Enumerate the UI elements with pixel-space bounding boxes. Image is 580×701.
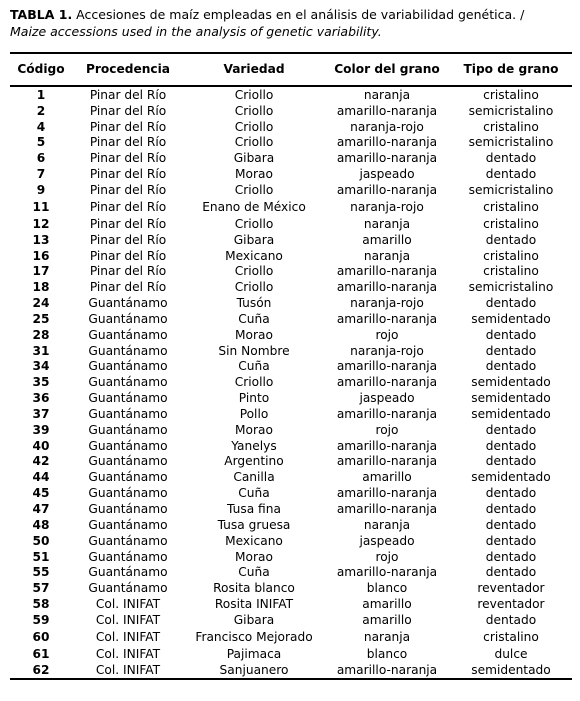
cell-procedencia: Guantánamo xyxy=(88,486,168,501)
cell-procedencia: Guantánamo xyxy=(88,454,168,469)
cell-procedencia: Guantánamo xyxy=(88,422,168,437)
cell-color-grano: amarillo xyxy=(362,612,412,627)
cell-tipo-grano: semidentado xyxy=(471,375,551,390)
table-row xyxy=(10,564,572,580)
table-row xyxy=(10,232,572,248)
cell-tipo-grano: semicristalino xyxy=(468,182,554,197)
table-row xyxy=(10,135,572,151)
cell-color-grano: amarillo-naranja xyxy=(336,264,438,279)
cell-color-grano: naranja xyxy=(363,87,411,102)
cell-procedencia: Pinar del Río xyxy=(89,103,167,118)
table-row xyxy=(10,359,572,375)
table-row xyxy=(10,216,572,232)
cell-variedad: Cuña xyxy=(238,565,270,580)
cell-color-grano: amarillo-naranja xyxy=(336,151,438,166)
cell-variedad: Criollo xyxy=(234,375,274,390)
table-row xyxy=(10,119,572,135)
cell-tipo-grano: dentado xyxy=(485,533,537,548)
cell-variedad: Tusón xyxy=(236,296,272,311)
cell-procedencia: Guantánamo xyxy=(88,359,168,374)
cell-procedencia: Guantánamo xyxy=(88,549,168,564)
cell-codigo: 61 xyxy=(32,646,50,661)
cell-color-grano: naranja xyxy=(363,248,411,263)
cell-tipo-grano: cristalino xyxy=(483,87,539,102)
cell-tipo-grano: cristalino xyxy=(483,199,539,214)
cell-variedad: Argentino xyxy=(224,454,284,469)
cell-tipo-grano: dentado xyxy=(485,167,537,182)
table-row xyxy=(10,311,572,327)
table-row xyxy=(10,406,572,422)
table-body xyxy=(10,86,572,679)
cell-variedad: Francisco Mejorado xyxy=(195,629,313,644)
cell-codigo: 36 xyxy=(32,391,50,406)
caption-text-es: Accesiones de maíz empleadas en el análisis de variabilidad genética. / xyxy=(72,7,525,22)
cell-tipo-grano: dentado xyxy=(485,327,537,342)
cell-procedencia: Col. INIFAT xyxy=(95,612,161,627)
table-row xyxy=(10,390,572,406)
cell-procedencia: Pinar del Río xyxy=(89,182,167,197)
cell-tipo-grano: dentado xyxy=(485,502,537,517)
cell-codigo: 17 xyxy=(32,264,50,279)
cell-tipo-grano: dentado xyxy=(485,517,537,532)
cell-procedencia: Guantánamo xyxy=(88,438,168,453)
cell-tipo-grano: semicristalino xyxy=(468,135,554,150)
cell-variedad: Canilla xyxy=(233,470,275,485)
cell-codigo: 24 xyxy=(32,296,50,311)
table-row xyxy=(10,86,572,103)
cell-codigo: 57 xyxy=(32,581,50,596)
table-row xyxy=(10,279,572,295)
cell-color-grano: amarillo-naranja xyxy=(336,565,438,580)
cell-codigo: 1 xyxy=(36,87,46,102)
table-row xyxy=(10,580,572,596)
table-row xyxy=(10,198,572,216)
cell-codigo: 37 xyxy=(32,406,50,421)
cell-variedad: Gibara xyxy=(233,151,275,166)
cell-codigo: 4 xyxy=(36,119,46,134)
header-tipo-grano: Tipo de grano xyxy=(463,62,559,76)
cell-tipo-grano: dentado xyxy=(485,454,537,469)
cell-codigo: 60 xyxy=(32,629,50,644)
cell-procedencia: Pinar del Río xyxy=(89,264,167,279)
cell-procedencia: Guantánamo xyxy=(88,327,168,342)
caption-text-en: Maize accessions used in the analysis of genetic variability. xyxy=(10,24,382,39)
cell-color-grano: jaspeado xyxy=(359,167,415,182)
cell-tipo-grano: dentado xyxy=(485,422,537,437)
cell-codigo: 2 xyxy=(36,103,46,118)
cell-codigo: 12 xyxy=(32,216,50,231)
table-row xyxy=(10,422,572,438)
cell-color-grano: amarillo-naranja xyxy=(336,135,438,150)
cell-variedad: Criollo xyxy=(234,135,274,150)
cell-codigo: 25 xyxy=(32,311,50,326)
cell-tipo-grano: dulce xyxy=(494,646,528,661)
cell-color-grano: amarillo-naranja xyxy=(336,280,438,295)
cell-variedad: Sanjuanero xyxy=(219,662,289,677)
cell-variedad: Rosita INIFAT xyxy=(214,597,294,612)
cell-procedencia: Col. INIFAT xyxy=(95,646,161,661)
cell-tipo-grano: dentado xyxy=(485,343,537,358)
cell-codigo: 62 xyxy=(32,662,50,677)
table-row xyxy=(10,549,572,565)
cell-color-grano: rojo xyxy=(375,549,399,564)
cell-codigo: 9 xyxy=(36,182,46,197)
cell-procedencia: Pinar del Río xyxy=(89,280,167,295)
cell-variedad: Cuña xyxy=(238,359,270,374)
cell-codigo: 18 xyxy=(32,280,50,295)
cell-color-grano: blanco xyxy=(366,646,408,661)
table-header-row xyxy=(10,53,572,86)
cell-color-grano: amarillo-naranja xyxy=(336,311,438,326)
cell-procedencia: Col. INIFAT xyxy=(95,662,161,677)
cell-tipo-grano: semidentado xyxy=(471,470,551,485)
cell-codigo: 55 xyxy=(32,565,50,580)
cell-color-grano: amarillo-naranja xyxy=(336,662,438,677)
table-row xyxy=(10,248,572,264)
cell-variedad: Pinto xyxy=(238,391,270,406)
cell-variedad: Pajimaca xyxy=(226,646,282,661)
table-row xyxy=(10,327,572,343)
cell-tipo-grano: semidentado xyxy=(471,662,551,677)
table-row xyxy=(10,646,572,662)
table-row xyxy=(10,628,572,646)
cell-codigo: 50 xyxy=(32,533,50,548)
cell-tipo-grano: dentado xyxy=(485,438,537,453)
cell-procedencia: Guantánamo xyxy=(88,311,168,326)
cell-procedencia: Guantánamo xyxy=(88,375,168,390)
cell-color-grano: naranja-rojo xyxy=(350,199,424,214)
cell-procedencia: Pinar del Río xyxy=(89,135,167,150)
cell-procedencia: Guantánamo xyxy=(88,517,168,532)
cell-procedencia: Pinar del Río xyxy=(89,87,167,102)
cell-procedencia: Guantánamo xyxy=(88,470,168,485)
cell-variedad: Enano de México xyxy=(202,199,306,214)
table-caption xyxy=(10,6,572,40)
table-row xyxy=(10,150,572,166)
table-row xyxy=(10,295,572,311)
cell-color-grano: rojo xyxy=(375,327,399,342)
cell-procedencia: Pinar del Río xyxy=(89,216,167,231)
cell-codigo: 59 xyxy=(32,612,50,627)
cell-color-grano: amarillo xyxy=(362,470,412,485)
cell-color-grano: amarillo-naranja xyxy=(336,406,438,421)
cell-codigo: 31 xyxy=(32,343,50,358)
cell-codigo: 11 xyxy=(32,199,50,214)
cell-procedencia: Col. INIFAT xyxy=(95,597,161,612)
cell-variedad: Tusa gruesa xyxy=(217,517,291,532)
cell-procedencia: Guantánamo xyxy=(88,343,168,358)
cell-color-grano: amarillo-naranja xyxy=(336,359,438,374)
cell-color-grano: amarillo-naranja xyxy=(336,103,438,118)
cell-variedad: Criollo xyxy=(234,216,274,231)
cell-codigo: 42 xyxy=(32,454,50,469)
header-codigo: Código xyxy=(17,62,65,76)
cell-variedad: Criollo xyxy=(234,280,274,295)
cell-color-grano: blanco xyxy=(366,581,408,596)
cell-tipo-grano: dentado xyxy=(485,359,537,374)
cell-tipo-grano: cristalino xyxy=(483,248,539,263)
cell-codigo: 39 xyxy=(32,422,50,437)
table-row xyxy=(10,374,572,390)
cell-variedad: Morao xyxy=(235,167,273,182)
cell-tipo-grano: semidentado xyxy=(471,391,551,406)
cell-procedencia: Guantánamo xyxy=(88,581,168,596)
table-row xyxy=(10,454,572,470)
table-row xyxy=(10,517,572,533)
cell-tipo-grano: dentado xyxy=(485,565,537,580)
cell-procedencia: Pinar del Río xyxy=(89,248,167,263)
cell-codigo: 45 xyxy=(32,486,50,501)
cell-variedad: Criollo xyxy=(234,264,274,279)
cell-color-grano: amarillo-naranja xyxy=(336,438,438,453)
cell-variedad: Gibara xyxy=(233,612,275,627)
cell-tipo-grano: dentado xyxy=(485,612,537,627)
cell-tipo-grano: cristalino xyxy=(483,264,539,279)
table-row xyxy=(10,103,572,119)
cell-variedad: Morao xyxy=(235,327,273,342)
table-row xyxy=(10,343,572,359)
cell-variedad: Cuña xyxy=(238,486,270,501)
cell-tipo-grano: cristalino xyxy=(483,629,539,644)
cell-procedencia: Guantánamo xyxy=(88,565,168,580)
cell-codigo: 48 xyxy=(32,517,50,532)
cell-tipo-grano: semidentado xyxy=(471,406,551,421)
cell-variedad: Tusa fina xyxy=(227,502,281,517)
cell-tipo-grano: reventador xyxy=(477,581,545,596)
cell-variedad: Mexicano xyxy=(225,248,283,263)
cell-tipo-grano: dentado xyxy=(485,486,537,501)
cell-tipo-grano: semicristalino xyxy=(468,103,554,118)
cell-procedencia: Guantánamo xyxy=(88,296,168,311)
cell-color-grano: naranja-rojo xyxy=(350,119,424,134)
cell-variedad: Criollo xyxy=(234,119,274,134)
header-variedad: Variedad xyxy=(223,62,285,76)
cell-color-grano: jaspeado xyxy=(359,533,415,548)
cell-variedad: Morao xyxy=(235,422,273,437)
cell-codigo: 16 xyxy=(32,248,50,263)
table-row xyxy=(10,485,572,501)
cell-color-grano: naranja-rojo xyxy=(350,343,424,358)
header-procedencia: Procedencia xyxy=(85,62,171,76)
cell-variedad: Mexicano xyxy=(225,533,283,548)
cell-procedencia: Pinar del Río xyxy=(89,119,167,134)
table-row xyxy=(10,533,572,549)
cell-color-grano: naranja xyxy=(363,629,411,644)
table-row xyxy=(10,438,572,454)
caption-label: TABLA 1. xyxy=(10,7,73,22)
cell-tipo-grano: dentado xyxy=(485,549,537,564)
cell-procedencia: Guantánamo xyxy=(88,502,168,517)
cell-codigo: 47 xyxy=(32,502,50,517)
cell-variedad: Criollo xyxy=(234,87,274,102)
cell-variedad: Criollo xyxy=(234,182,274,197)
cell-color-grano: naranja xyxy=(363,517,411,532)
cell-codigo: 35 xyxy=(32,375,50,390)
cell-procedencia: Col. INIFAT xyxy=(95,629,161,644)
cell-color-grano: naranja xyxy=(363,216,411,231)
cell-procedencia: Pinar del Río xyxy=(89,232,167,247)
cell-tipo-grano: dentado xyxy=(485,232,537,247)
cell-color-grano: amarillo-naranja xyxy=(336,502,438,517)
cell-procedencia: Pinar del Río xyxy=(89,167,167,182)
cell-color-grano: amarillo-naranja xyxy=(336,486,438,501)
cell-variedad: Criollo xyxy=(234,103,274,118)
table-row xyxy=(10,166,572,182)
table-row xyxy=(10,662,572,679)
table-row xyxy=(10,612,572,628)
cell-procedencia: Guantánamo xyxy=(88,533,168,548)
cell-codigo: 34 xyxy=(32,359,50,374)
cell-tipo-grano: dentado xyxy=(485,151,537,166)
cell-color-grano: amarillo xyxy=(362,597,412,612)
cell-variedad: Rosita blanco xyxy=(213,581,295,596)
cell-codigo: 7 xyxy=(36,167,46,182)
cell-color-grano: naranja-rojo xyxy=(350,296,424,311)
cell-procedencia: Pinar del Río xyxy=(89,199,167,214)
cell-procedencia: Pinar del Río xyxy=(89,151,167,166)
cell-variedad: Sin Nombre xyxy=(218,343,290,358)
cell-color-grano: jaspeado xyxy=(359,391,415,406)
accessions-table xyxy=(10,52,572,680)
table-row xyxy=(10,596,572,612)
table-row xyxy=(10,501,572,517)
cell-procedencia: Guantánamo xyxy=(88,406,168,421)
cell-codigo: 44 xyxy=(32,470,50,485)
cell-variedad: Gibara xyxy=(233,232,275,247)
cell-variedad: Cuña xyxy=(238,311,270,326)
cell-codigo: 13 xyxy=(32,232,50,247)
cell-codigo: 6 xyxy=(36,151,46,166)
cell-color-grano: amarillo-naranja xyxy=(336,454,438,469)
cell-tipo-grano: dentado xyxy=(485,296,537,311)
cell-color-grano: amarillo-naranja xyxy=(336,182,438,197)
cell-variedad: Yanelys xyxy=(231,438,277,453)
table-row xyxy=(10,182,572,198)
cell-codigo: 40 xyxy=(32,438,50,453)
cell-tipo-grano: cristalino xyxy=(483,216,539,231)
cell-codigo: 58 xyxy=(32,597,50,612)
cell-variedad: Pollo xyxy=(239,406,269,421)
cell-variedad: Morao xyxy=(235,549,273,564)
cell-codigo: 51 xyxy=(32,549,50,564)
cell-codigo: 28 xyxy=(32,327,50,342)
cell-color-grano: amarillo-naranja xyxy=(336,375,438,390)
table-row xyxy=(10,263,572,279)
cell-procedencia: Guantánamo xyxy=(88,391,168,406)
cell-codigo: 5 xyxy=(36,135,46,150)
cell-tipo-grano: reventador xyxy=(477,597,545,612)
cell-color-grano: amarillo xyxy=(362,232,412,247)
cell-color-grano: rojo xyxy=(375,422,399,437)
table-row xyxy=(10,469,572,485)
cell-tipo-grano: semicristalino xyxy=(468,280,554,295)
header-color-grano: Color del grano xyxy=(334,62,440,76)
cell-tipo-grano: semidentado xyxy=(471,311,551,326)
cell-tipo-grano: cristalino xyxy=(483,119,539,134)
